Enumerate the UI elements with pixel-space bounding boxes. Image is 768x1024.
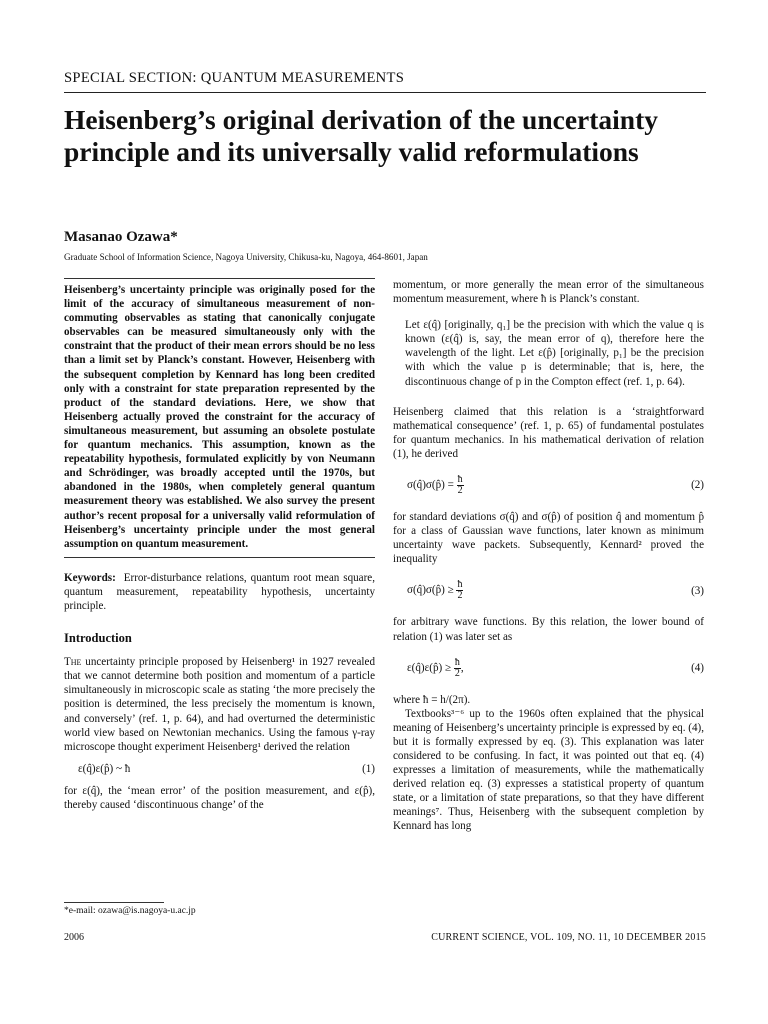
- section-heading-introduction: Introduction: [64, 631, 132, 646]
- article-title: Heisenberg’s original derivation of the uncertainty principle and its universally valid reformulations: [64, 104, 658, 167]
- right-column: [393, 278, 704, 834]
- fraction-numerator: ħ: [457, 474, 463, 486]
- fraction-numerator: ħ: [457, 579, 463, 591]
- equation-2-lhs: σ(q̂)σ(p̂) =: [407, 479, 457, 492]
- abstract: [64, 278, 375, 558]
- right-paragraph-4: for arbitrary wave functions. By this relation, the lower bound of relation (1) was later set as: [393, 616, 704, 643]
- fraction-hbar-over-2: [454, 658, 461, 679]
- equation-1: [64, 762, 375, 776]
- equation-4-number: (4): [691, 662, 704, 675]
- right-paragraph-6: Textbooks³⁻⁶ up to the 1960s often explained that the physical meaning of Heisenberg’s uncertainty principle is expressed by eq. (4), but it is formally expressed by eq. (3). This explanation was later considered to be confusing. In fact, it was pointed out that eq. (4) expresses a limitation of measurements, while the mathematically derived relation eq. (3) expresses a statistical property of quantum state, or a limitation of state preparations, so that they have different meanings⁷. Thus, Heisenberg with the subsequent completion by Kennard has long: [393, 707, 704, 833]
- equation-1-number: (1): [362, 762, 375, 775]
- keywords-text: Error-disturbance relations, quantum root mean square, quantum measurement, repeatability hypothesis, uncertainty principle.: [64, 571, 375, 612]
- left-column: [64, 278, 375, 812]
- equation-3-number: (3): [691, 584, 704, 597]
- author-affiliation: Graduate School of Information Science, Nagoya University, Chikusa-ku, Nagoya, 464-8601, Japan: [64, 252, 428, 262]
- equation-2-number: (2): [691, 479, 704, 492]
- dropcap-word: The: [64, 656, 82, 669]
- heisenberg-quote: [393, 318, 704, 388]
- right-paragraph-3: for standard deviations σ(q̂) and σ(p̂) of position q̂ and momentum p̂ for a class of Gaussian wave functions, later known as minimum uncertainty wave packets. Subsequently, Kennard² proved the inequality: [393, 511, 704, 566]
- equation-4-formula: [393, 658, 464, 679]
- equation-3-lhs: σ(q̂)σ(p̂) ≥: [407, 584, 457, 597]
- right-paragraph-5: where ħ = h/(2π).: [393, 693, 471, 706]
- intro-paragraph-1-text: uncertainty principle proposed by Heisenberg¹ in 1927 revealed that we cannot determine both position and momentum of a particle simultaneously in microscopic scale as stating ‘the more precisely the position is determined, the less precisely the momentum is known, and conversely’ (ref. 1, p. 64), and had overturned the deterministic world view based on Newtonian mechanics. Using the famous γ-ray microscope thought experiment Heisenberg¹ derived the relation: [64, 656, 375, 753]
- equation-2-formula: [393, 475, 464, 496]
- fraction-denominator: 2: [457, 590, 463, 602]
- author-name: Masanao Ozawa*: [64, 229, 178, 245]
- right-paragraph-1: momentum, or more generally the mean error of the simultaneous momentum measurement, where ħ is Planck’s constant.: [393, 279, 704, 306]
- quote-text: Let ε(q̂) [originally, q₁] be the precision with which the value q is known (ε(q̂) is, say, the mean error of q), therefore here the wavelength of the light. Let ε(p̂) [originally, p₁] be the precision with which the value p is determinable; that is, here, the discontinuous change of p in the Compton effect (ref. 1, p. 64).: [405, 319, 704, 388]
- equation-2: [393, 475, 704, 496]
- equation-3: [393, 580, 704, 601]
- footnote-rule: [64, 902, 164, 903]
- header-rule: [64, 92, 706, 93]
- fraction-hbar-over-2: [457, 475, 464, 496]
- fraction-hbar-over-2: [456, 580, 463, 601]
- journal-citation: CURRENT SCIENCE, VOL. 109, NO. 11, 10 DECEMBER 2015: [431, 932, 706, 943]
- equation-1-formula: ε(q̂)ε(p̂) ~ ħ: [78, 762, 131, 775]
- footnote-email: *e-mail: ozawa@is.nagoya-u.ac.jp: [64, 906, 196, 916]
- equation-4-lhs: ε(q̂)ε(p̂) ≥: [407, 661, 454, 674]
- fraction-denominator: 2: [454, 667, 460, 679]
- section-header: SPECIAL SECTION: QUANTUM MEASUREMENTS: [64, 70, 405, 86]
- keywords-label: Keywords:: [64, 571, 116, 584]
- equation-4: [393, 658, 704, 679]
- keywords: [64, 571, 375, 613]
- right-paragraph-2: Heisenberg claimed that this relation is a ‘straightforward mathematical consequence’ (ref. 1, p. 65) of fundamental postulates for quantum mechanics. In his mathematical derivation of relation (1), he derived: [393, 405, 704, 460]
- fraction-denominator: 2: [457, 485, 463, 497]
- page-number: 2006: [64, 932, 84, 943]
- abstract-text: Heisenberg’s uncertainty principle was originally posed for the limit of the accuracy of simultaneous measurement of non-commuting observables as stating that canonically conjugate observables can be measured simultaneously only with the constraint that the product of their mean errors should be no less than a limit set by Planck’s constant. However, Heisenberg with the subsequent completion by Kennard has long been credited only with a constraint for state preparation represented by the product of the standard deviations. Here, we show that Heisenberg actually proved the constraint for the accuracy of simultaneous measurement, but assuming an obsolete postulate for quantum mechanics. This assumption, known as the repeatability hypothesis, formulated explicitly by von Neumann and Schrödinger, was broadly accepted until the 1970s, but abandoned in the 1980s, when completely general quantum measurement theory was established. We also survey the present author’s recent proposal for a universally valid reformulation of Heisenberg’s uncertainty principle under the most general assumption on quantum measurement.: [64, 284, 375, 550]
- intro-paragraph-1: [64, 655, 375, 754]
- fraction-numerator: ħ: [454, 656, 460, 668]
- equation-4-comma: ,: [460, 661, 464, 674]
- intro-paragraph-2: for ε(q̂), the ‘mean error’ of the position measurement, and ε(p̂), thereby caused ‘discontinuous change’ of the: [64, 784, 375, 811]
- equation-3-formula: [393, 580, 463, 601]
